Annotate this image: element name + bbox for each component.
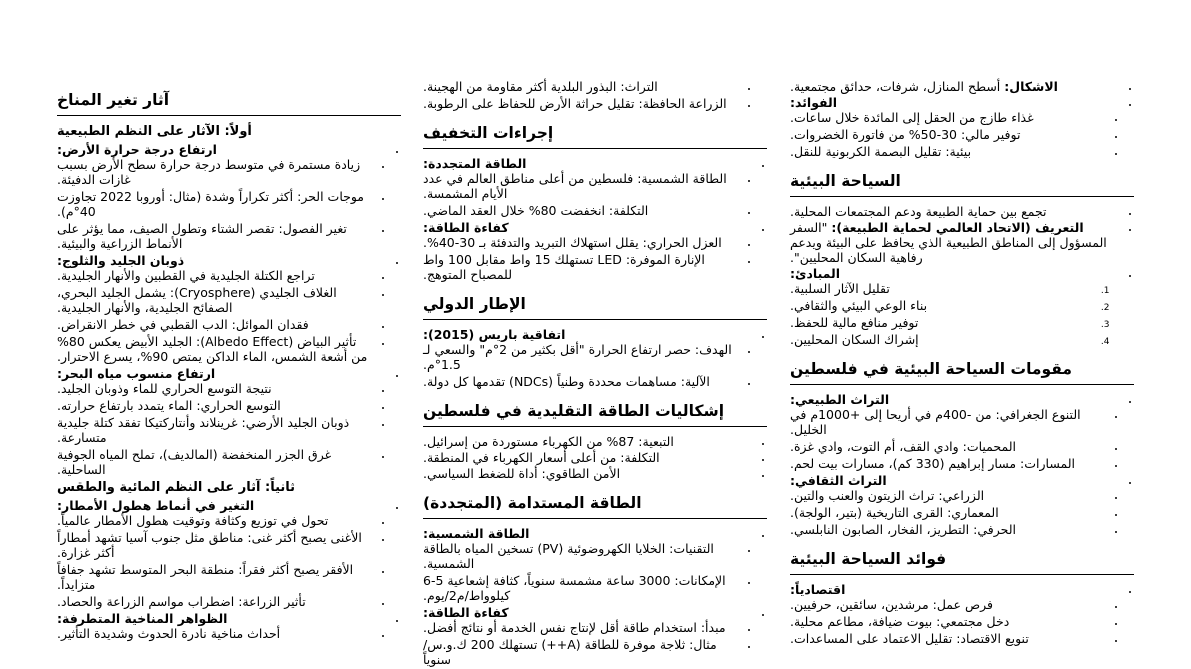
list-item: • نتيجة التوسع الحراري للماء وذوبان الجليد. (57, 381, 373, 396)
list-item: • المحميات: وادي القف، أم التوت، وادي غزة. (790, 439, 1106, 454)
list-item: • غرق الجزر المنخفضة (المالديف)، تملح المياه الجوفية الساحلية. (57, 447, 373, 477)
section-title-ecotourism: السياحة البيئية (790, 171, 1134, 197)
list-item: • التكلفة: انخفضت 80% خلال العقد الماضي. (423, 203, 739, 218)
traditional-energy-list (423, 434, 767, 481)
water-weather-list (57, 498, 401, 641)
list-item: • التبعية: 87% من الكهرباء مستوردة من إسرائيل. (423, 434, 753, 449)
list-item: • موجات الحر: أكثر تكراراً وشدة (مثال: أوروبا 2022 تجاوزت 40°م). (57, 189, 373, 219)
subsection-heading-water-weather: ثانياً: آثار على النظم المائية والطقس (57, 480, 296, 495)
list-item: • الفوائد: • غذاء طازج من الحقل إلى المائدة خلال ساعات. • توفير مالي: 30-50% من فاتورة الخضروات. • بيئية: تقليل البصمة الكربونية للنقل. (790, 95, 1120, 159)
list-item: • دخل مجتمعي: بيوت ضيافة، مطاعم محلية. (790, 614, 1106, 629)
section-title-international-framework: الإطار الدولي (423, 294, 767, 320)
column-ecotourism (790, 79, 1134, 648)
list-item: • تنويع الاقتصاد: تقليل الاعتماد على المساعدات. (790, 631, 1106, 646)
list-item: • الهدف: حصر ارتفاع الحرارة "أقل بكثير من 2°م" والسعي لـ 1.5°م. (423, 342, 739, 372)
subsection-heading-natural-systems: أولاً: الآثار على النظم الطبيعية (57, 124, 252, 139)
list-item: • غذاء طازج من الحقل إلى المائدة خلال ساعات. (790, 110, 1106, 125)
list-item: • الزراعة الحافظة: تقليل حراثة الأرض للحفاظ على الرطوبة. (423, 96, 739, 111)
urban-agriculture-list (790, 79, 1134, 159)
section-title-climate-effects: آثار تغير المناخ (57, 90, 401, 116)
list-item: • تجمع بين حماية الطبيعة ودعم المجتمعات المحلية. (790, 204, 1120, 219)
list-item: • المبادئ: 1. تقليل الآثار السلبية. 2. بناء الوعي البيئي والثقافي. 3. توفير منافع مالية للحفظ. 4. إشراك السكان المحليين. (790, 266, 1120, 347)
list-item: • المسارات: مسار إبراهيم (330 كم)، مسارات بيت لحم. (790, 456, 1106, 471)
list-item: • الأمن الطاقوي: أداة للضغط السياسي. (423, 466, 753, 481)
agriculture-continued-list (423, 79, 767, 111)
list-item: • الإمكانات: 3000 ساعة مشمسة سنوياً، كثافة إشعاعية 5-6 كيلوواط/م2/يوم. (423, 573, 739, 603)
list-item: • التنوع الجغرافي: من -400م في أريحا إلى +1000م في الخليل. (790, 407, 1106, 437)
list-item: • تأثير البياض (Albedo Effect): الجليد الأبيض يعكس 80% من أشعة الشمس، الماء الداكن يمتص 90%، يسرع الاحترار. (57, 334, 373, 364)
list-item: • كفاءة الطاقة: • مبدأ: استخدام طاقة أقل لإنتاج نفس الخدمة أو نتائج أفضل. • مثال: ثلاجة موفرة للطاقة (A++) تستهلك 200 ك.و.س/سنوياً (423, 605, 753, 667)
list-item: • التراث الطبيعي: • التنوع الجغرافي: من -400م في أريحا إلى +1000م في الخليل. • المحميات: وادي القف، أم التوت، وادي غزة. • المسارات: مسار إبراهيم (330 كم)، مسارات بيت لحم. (790, 392, 1120, 471)
list-item: • ارتفاع درجة حرارة الأرض: • زيادة مستمرة في متوسط درجة حرارة سطح الأرض بسبب غازات الدفيئة. • موجات الحر: أكثر تكراراً وشدة (مثال: أوروبا 2022 تجاوزت 40°م). • تغير الفصول: تقصر الشتاء وتطول الصيف، مما يؤثر على الأنماط الزراعية والبيئية. (57, 142, 387, 251)
list-item: • الاشكال: أسطح المنازل، شرفات، حدائق مجتمعية. (790, 79, 1120, 94)
list-item: 3. توفير منافع مالية للحفظ. (790, 315, 1098, 330)
ecotourism-benefits-list (790, 582, 1134, 646)
list-item: • التوسع الحراري: الماء يتمدد بارتفاع حرارته. (57, 398, 373, 413)
section-title-ecotourism-benefits: فوائد السياحة البيئية (790, 549, 1134, 575)
list-item: • ارتفاع منسوب مياه البحر: • نتيجة التوسع الحراري للماء وذوبان الجليد. • التوسع الحراري: الماء يتمدد بارتفاع حرارته. • ذوبان الجليد الأرضي: غرينلاند وأنتاركتيكا تفقد كتلة جليدية متسارعة. • غرق الجزر المنخفضة (المالديف)، تملح المياه الجوفية الساحلية. (57, 366, 387, 477)
list-item: • التكلفة: من أعلى أسعار الكهرباء في المنطقة. (423, 450, 753, 465)
list-item: • مبدأ: استخدام طاقة أقل لإنتاج نفس الخدمة أو نتائج أفضل. (423, 620, 739, 635)
list-item: • كفاءة الطاقة: • العزل الحراري: يقلل استهلاك التبريد والتدفئة بـ 30-40%. • الإنارة الموفرة: LED تستهلك 15 واط مقابل 100 واط للمصباح المتوهج. (423, 220, 753, 282)
list-item: • الطاقة الشمسية: • التقنيات: الخلايا الكهروضوئية (PV) تسخين المياه بالطاقة الشمسية. • الإمكانات: 3000 ساعة مشمسة سنوياً، كثافة إشعاعية 5-6 كيلوواط/م2/يوم. (423, 526, 753, 603)
ecotourism-components-list (790, 392, 1134, 537)
list-item: • زيادة مستمرة في متوسط درجة حرارة سطح الأرض بسبب غازات الدفيئة. (57, 157, 373, 187)
list-item: • توفير مالي: 30-50% من فاتورة الخضروات. (790, 127, 1106, 142)
list-item: • الحرفي: التطريز، الفخار، الصابون النابلسي. (790, 522, 1106, 537)
section-title-traditional-energy-issues: إشكاليات الطاقة التقليدية في فلسطين (423, 401, 767, 427)
column-mitigation-energy (423, 79, 767, 669)
list-item: • تغير الفصول: تقصر الشتاء وتطول الصيف، مما يؤثر على الأنماط الزراعية والبيئية. (57, 221, 373, 251)
list-item: • الطاقة المتجددة: • الطاقة الشمسية: فلسطين من أعلى مناطق العالم في عدد الأيام المشمسة. • التكلفة: انخفضت 80% خلال العقد الماضي. (423, 156, 753, 218)
section-title-sustainable-energy: الطاقة المستدامة (المتجددة) (423, 493, 767, 519)
list-item: • العزل الحراري: يقلل استهلاك التبريد والتدفئة بـ 30-40%. (423, 235, 739, 250)
list-item: • الظواهر المناخية المتطرفة: • أحداث مناخية نادرة الحدوث وشديدة التأثير. (57, 611, 387, 641)
list-item: • التقنيات: الخلايا الكهروضوئية (PV) تسخين المياه بالطاقة الشمسية. (423, 541, 739, 571)
mitigation-list (423, 156, 767, 282)
list-item: • الطاقة الشمسية: فلسطين من أعلى مناطق العالم في عدد الأيام المشمسة. (423, 171, 739, 201)
list-item: • الإنارة الموفرة: LED تستهلك 15 واط مقابل 100 واط للمصباح المتوهج. (423, 252, 739, 282)
list-item: • المعماري: القرى التاريخية (بتير، الولجة). (790, 505, 1106, 520)
list-item: • الزراعي: تراث الزيتون والعنب والتين. (790, 488, 1106, 503)
list-item: • التراث: البذور البلدية أكثر مقاومة من الهجينة. (423, 79, 739, 94)
ecotourism-list (790, 204, 1134, 347)
list-item: • ذوبان الجليد والثلوج: • تراجع الكتلة الجليدية في القطبين والأنهار الجليدية. • الغلاف الجليدي (Cryosphere): يشمل الجليد البحري، الصفائح الجليدية، والأنهار الجليدية. • فقدان الموائل: الدب القطبي في خطر الانقراض. • تأثير البياض (Albedo Effect): الجليد الأبيض يعكس 80% من أشعة الشمس، الماء الداكن يمتص 90%، يسرع الاحترار. (57, 253, 387, 364)
section-title-ecotourism-components: مقومات السياحة البيئية في فلسطين (790, 359, 1134, 385)
list-item: • التعريف (الاتحاد العالمي لحماية الطبيعة): "السفر المسؤول إلى المناطق الطبيعية الذي يحافظ على البيئة ويدعم رفاهية السكان المحليين". (790, 220, 1120, 265)
sustainable-energy-list (423, 526, 767, 667)
list-item: • التغير في أنماط هطول الأمطار: • تحول في توزيع وكثافة وتوقيت هطول الأمطار عالمياً. • الأغنى يصبح أكثر غنى: مناطق مثل جنوب آسيا تشهد أمطاراً أكثر غزارة. • الأفقر يصبح أكثر فقراً: منطقة البحر المتوسط تشهد جفافاً متزايداً. • تأثير الزراعة: اضطراب مواسم الزراعة والحصاد. (57, 498, 387, 609)
section-title-mitigation: إجراءات التخفيف (423, 123, 767, 149)
list-item: • تأثير الزراعة: اضطراب مواسم الزراعة والحصاد. (57, 594, 373, 609)
list-item: • تراجع الكتلة الجليدية في القطبين والأنهار الجليدية. (57, 268, 373, 283)
list-item: • مثال: ثلاجة موفرة للطاقة (A++) تستهلك 200 ك.و.س/سنوياً (423, 637, 739, 667)
list-item: • اقتصادياً: • فرص عمل: مرشدين، سائقين، حرفيين. • دخل مجتمعي: بيوت ضيافة، مطاعم محلية. • تنويع الاقتصاد: تقليل الاعتماد على المساعدات. (790, 582, 1120, 646)
list-item: • الغلاف الجليدي (Cryosphere): يشمل الجليد البحري، الصفائح الجليدية، والأنهار الجليدية. (57, 285, 373, 315)
list-item: • الأغنى يصبح أكثر غنى: مناطق مثل جنوب آسيا تشهد أمطاراً أكثر غزارة. (57, 530, 373, 560)
international-framework-list (423, 327, 767, 389)
list-item: • التراث الثقافي: • الزراعي: تراث الزيتون والعنب والتين. • المعماري: القرى التاريخية (بتير، الولجة). • الحرفي: التطريز، الفخار، الصابون النابلسي. (790, 473, 1120, 537)
list-item: 1. تقليل الآثار السلبية. (790, 281, 1098, 296)
list-item: 4. إشراك السكان المحليين. (790, 332, 1098, 347)
list-item: • فقدان الموائل: الدب القطبي في خطر الانقراض. (57, 317, 373, 332)
list-item: 2. بناء الوعي البيئي والثقافي. (790, 298, 1098, 313)
column-climate-effects (57, 90, 401, 643)
natural-systems-list (57, 142, 401, 477)
list-item: • تحول في توزيع وكثافة وتوقيت هطول الأمطار عالمياً. (57, 513, 373, 528)
list-item: • الأفقر يصبح أكثر فقراً: منطقة البحر المتوسط تشهد جفافاً متزايداً. (57, 562, 373, 592)
list-item: • اتفاقية باريس (2015): • الهدف: حصر ارتفاع الحرارة "أقل بكثير من 2°م" والسعي لـ 1.5°م. • الآلية: مساهمات محددة وطنياً (NDCs) تقدمها كل دولة. (423, 327, 753, 389)
list-item: • أحداث مناخية نادرة الحدوث وشديدة التأثير. (57, 626, 373, 641)
list-item: • بيئية: تقليل البصمة الكربونية للنقل. (790, 144, 1106, 159)
list-item: • ذوبان الجليد الأرضي: غرينلاند وأنتاركتيكا تفقد كتلة جليدية متسارعة. (57, 415, 373, 445)
list-item: • الآلية: مساهمات محددة وطنياً (NDCs) تقدمها كل دولة. (423, 374, 739, 389)
list-item: • فرص عمل: مرشدين، سائقين، حرفيين. (790, 597, 1106, 612)
